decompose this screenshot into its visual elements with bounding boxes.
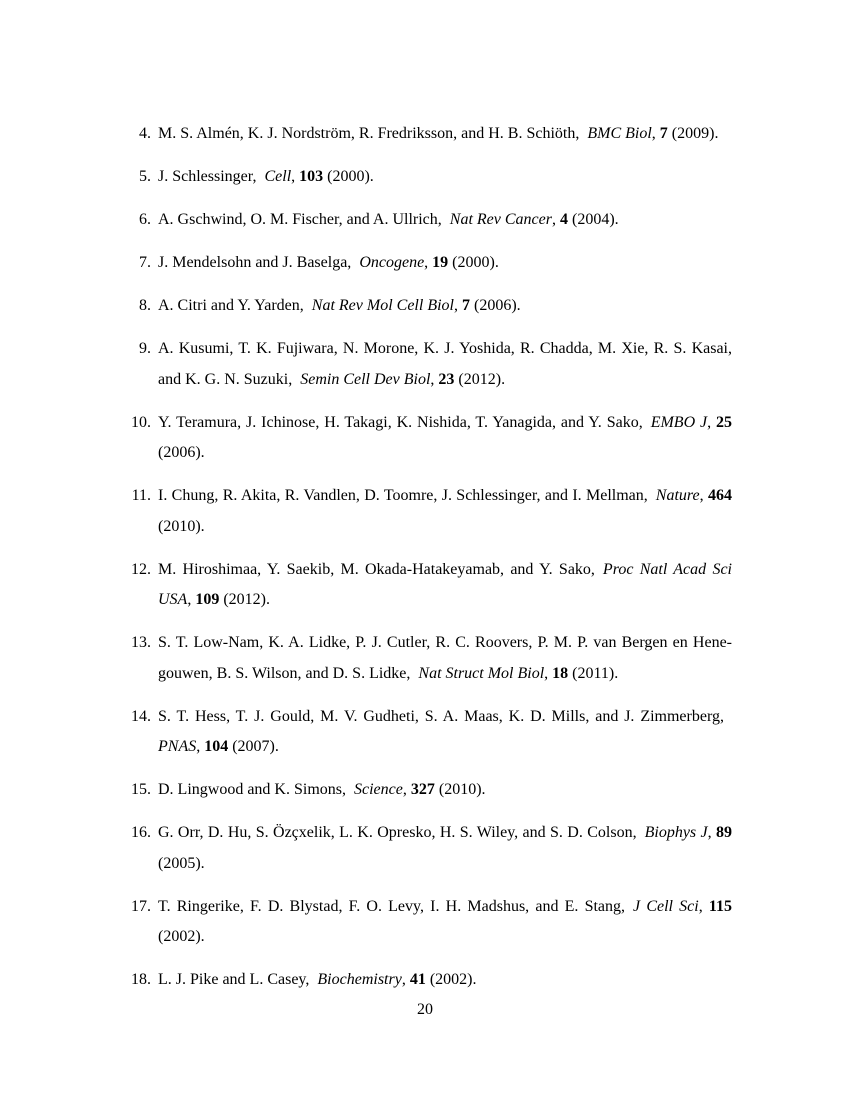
reference-number: 7. — [139, 254, 151, 271]
reference-number: 12. — [131, 560, 151, 578]
reference-text: J. Schlessinger, Cell, 103 (2000). — [158, 168, 374, 185]
reference-text: Y. Teramura, J. Ichinose, H. Takagi, K. Nishida, T. Yanagida, and Y. Sako, EMBO J, 25 (2006). — [158, 413, 732, 461]
reference-number: 10. — [131, 413, 151, 431]
reference-item — [124, 119, 732, 150]
reference-item — [124, 162, 732, 193]
reference-text: I. Chung, R. Akita, R. Vandlen, D. Toomre, J. Schlessinger, and I. Mellman, Nature, 464 (2010). — [158, 487, 733, 535]
reference-text: A. Kusumi, T. K. Fujiwara, N. Morone, K. J. Yoshida, R. Chadda, M. Xie, R. S. Kasai, and K. G. N. Suzuki, Semin Cell Dev Biol, 23 (2012). — [158, 340, 732, 388]
reference-item — [124, 481, 732, 542]
reference-list — [124, 119, 732, 1008]
reference-text: A. Gschwind, O. M. Fischer, and A. Ullrich, Nat Rev Cancer, 4 (2004). — [158, 211, 619, 228]
reference-item — [124, 205, 732, 236]
reference-text: G. Orr, D. Hu, S. Özçxelik, L. K. Opresko, H. S. Wiley, and S. D. Colson, Biophys J, 89 (2005). — [158, 824, 733, 872]
reference-number: 16. — [131, 824, 151, 841]
reference-item — [124, 408, 732, 469]
reference-item — [124, 555, 732, 616]
reference-number: 17. — [131, 897, 151, 915]
reference-text: S. T. Low-Nam, K. A. Lidke, P. J. Cutler, R. C. Roovers, P. M. P. van Bergen en Henegouwen, B. S. Wilson, and D. S. Lidke, Nat Struct Mol Biol, 18 (2011). — [158, 634, 732, 682]
reference-number: 15. — [131, 781, 151, 798]
page-number: 20 — [417, 1001, 433, 1018]
reference-text: S. T. Hess, T. J. Gould, M. V. Gudheti, S. A. Maas, K. D. Mills, and J. Zimmerberg, PNAS, 104 (2007). — [158, 707, 732, 755]
reference-number: 4. — [139, 125, 151, 142]
reference-item — [124, 965, 732, 996]
reference-item — [124, 892, 732, 953]
reference-text: T. Ringerike, F. D. Blystad, F. O. Levy, I. H. Madshus, and E. Stang, J Cell Sci, 115 (2002). — [158, 897, 733, 945]
reference-item — [124, 628, 732, 689]
reference-number: 6. — [139, 211, 151, 228]
reference-item — [124, 248, 732, 279]
reference-number: 14. — [131, 707, 151, 725]
reference-text: M. Hiroshimaa, Y. Saekib, M. Okada-Hatakeyamab, and Y. Sako, Proc Natl Acad Sci USA, 109 (2012). — [158, 560, 732, 608]
reference-text: L. J. Pike and L. Casey, Biochemistry, 41 (2002). — [158, 971, 477, 988]
reference-text: A. Citri and Y. Yarden, Nat Rev Mol Cell Biol, 7 (2006). — [158, 297, 521, 314]
reference-number: 13. — [131, 634, 151, 651]
reference-item — [124, 291, 732, 322]
reference-number: 9. — [139, 340, 151, 357]
reference-item — [124, 334, 732, 395]
reference-item — [124, 818, 732, 879]
reference-item — [124, 775, 732, 806]
reference-number: 5. — [139, 168, 151, 185]
reference-text: J. Mendelsohn and J. Baselga, Oncogene, 19 (2000). — [158, 254, 499, 271]
reference-number: 8. — [139, 297, 151, 314]
reference-item — [124, 702, 732, 763]
reference-number: 11. — [131, 487, 151, 504]
reference-number: 18. — [131, 971, 151, 988]
reference-text: M. S. Almén, K. J. Nordström, R. Fredriksson, and H. B. Schiöth, BMC Biol, 7 (2009). — [158, 125, 719, 142]
reference-text: D. Lingwood and K. Simons, Science, 327 (2010). — [158, 781, 486, 798]
